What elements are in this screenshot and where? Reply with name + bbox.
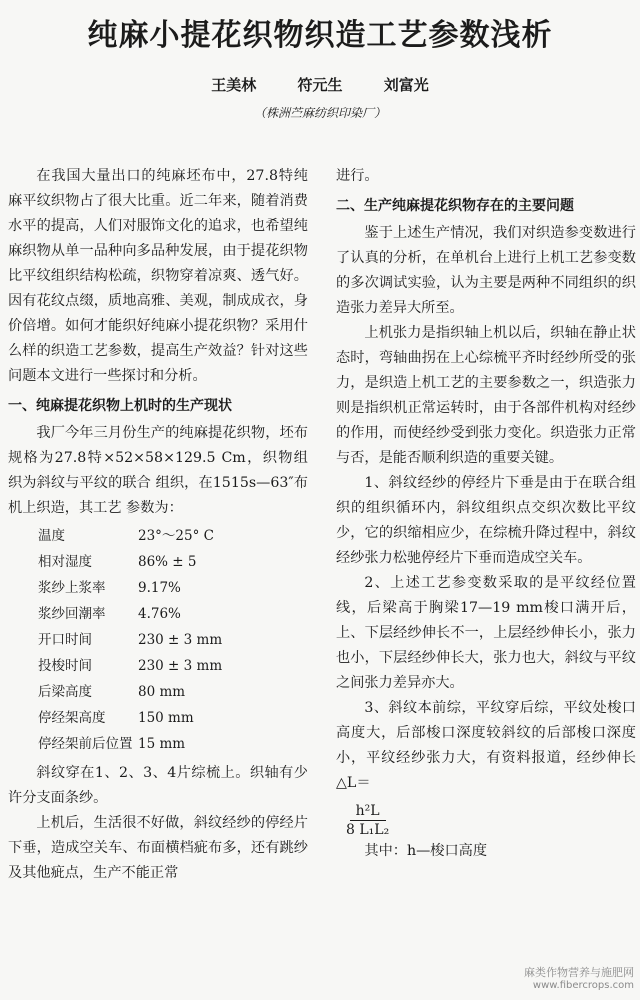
parameter-name: 浆纱回潮率 [38,606,106,622]
body-paragraph: 1、斜纹经纱的停经片下垂是由于在联合组织的组织循环内，斜纹组织点交织次数比平纹少，它的织缩相应少，在综梳升降过程中，斜纹经纱张力松驰停经片下垂而造成空关车。 [336,475,636,566]
section-heading: 二、生产纯麻提花织物存在的主要问题 [336,198,574,214]
parameter-name: 后梁高度 [38,684,92,700]
body-paragraph: 3、斜纹本前综，平纹穿后综，平纹处梭口高度大，后部梭口深度较斜纹的后部梭口深度小，平纹经纱张力大，有资料报道，经纱伸长△L＝ [336,700,636,791]
parameter-name: 浆纱上浆率 [38,580,106,596]
parameter-value: 80 mm [138,684,186,700]
parameter-name: 开口时间 [38,632,92,648]
author-name: 王美林 [211,76,257,94]
watermark [524,966,634,992]
article-title: 纯麻小提花织物织造工艺参数浅析 [87,18,553,53]
right-column [336,164,636,864]
body-paragraph: 我厂今年三月份生产的纯麻提花织物，坯布规格为27.8特×52×58×129.5 Cm，织物组织为斜纹与平纹的联合 组织，在1515s—63″布机上织造，其工艺 参数为： [8,425,308,516]
body-paragraph: 上机后，生活很不好做，斜纹经纱的停经片下垂，造成空关车、布面横档疵布多，还有跳纱及其他疵点，生产不能正常 [8,815,308,881]
section-heading: 一、纯麻提花织物上机时的生产现状 [8,398,232,414]
formula-fraction [340,802,395,839]
continuation-text: 进行。 [336,168,379,184]
parameter-value: 150 mm [138,710,194,726]
parameter-row [8,731,308,757]
parameter-value: 230 ± 3 mm [138,658,223,674]
parameter-list [8,523,308,757]
intro-paragraph: 在我国大量出口的纯麻坯布中，27.8特纯麻平纹织物占了很大比重。近二年来，随着消费水平的提高，人们对服饰文化的追求，也希望纯麻织物从单一品种向多品种发展，由于提花织物比平纹组织结构松疏，织物穿着凉爽、透气好。因有花纹点缀，质地高雅、美观，制成成衣，身价倍增。如何才能织好纯麻小提花织物？采用什么样的织造工艺参数，提高生产效益？针对这些问题本文进行一些探讨和分析。 [8,168,308,384]
parameter-name: 停经架前后位置 [38,736,133,752]
parameter-value: 230 ± 3 mm [138,632,223,648]
watermark-url: www.fibercrops.com [532,980,634,991]
parameter-row [8,523,308,549]
parameter-value: 15 mm [138,736,186,752]
parameter-value: 23°～25° C [138,528,214,544]
body-paragraph: 鉴于上述生产情况，我们对织造参变数进行了认真的分析，在单机台上进行上机工艺参变数的多次调试实验，认为主要是两种不同组织的织造张力差异大所至。 [336,225,636,316]
body-paragraph: 斜纹穿在1、2、3、4片综梳上。织轴有少许分支面条纱。 [8,765,308,806]
parameter-row [8,627,308,653]
parameter-name: 停经架高度 [38,710,106,726]
formula [336,802,636,839]
author-name: 符元生 [297,76,343,94]
affiliation: （株洲苎麻纺织印染厂） [253,106,386,120]
parameter-row [8,601,308,627]
parameter-value: 4.76% [138,606,181,622]
body-paragraph: 2、上述工艺参变数采取的是平纹经位置线，后梁高于胸梁17—19 mm梭口满开后，上、下层经纱伸长不一，上层经纱伸长小，张力也小，下层经纱伸长大，张力也大，斜纹与平纹之间张力差异亦大。 [336,575,636,691]
author-name: 刘富光 [383,76,429,94]
parameter-value: 86% ± 5 [138,554,197,570]
parameter-row [8,679,308,705]
body-paragraph: 其中：h—梭口高度 [364,843,488,859]
parameter-row [8,705,308,731]
parameter-name: 相对湿度 [38,554,92,570]
parameter-name: 投梭时间 [38,658,92,674]
parameter-row [8,575,308,601]
body-paragraph: 上机张力是指织轴上机以后，织轴在静止状态时，弯轴曲拐在上心综梳平齐时经纱所受的张力，是织造上机工艺的主要参数之一，织造张力则是指织机正常运转时，由于各部件机构对经纱的作用，而使经纱受到张力变化。织造张力正常与否，是能否顺利织造的重要关键。 [336,325,636,466]
formula-denominator: 8 L₁L₂ [346,822,390,838]
parameter-value: 9.17% [138,580,181,596]
parameter-row [8,549,308,575]
formula-numerator: h²L [350,802,386,821]
left-column [8,164,308,886]
author-list [0,74,640,95]
parameter-name: 温度 [38,528,65,544]
parameter-row [8,653,308,679]
watermark-site-name: 麻类作物营养与施肥网 [524,966,634,979]
